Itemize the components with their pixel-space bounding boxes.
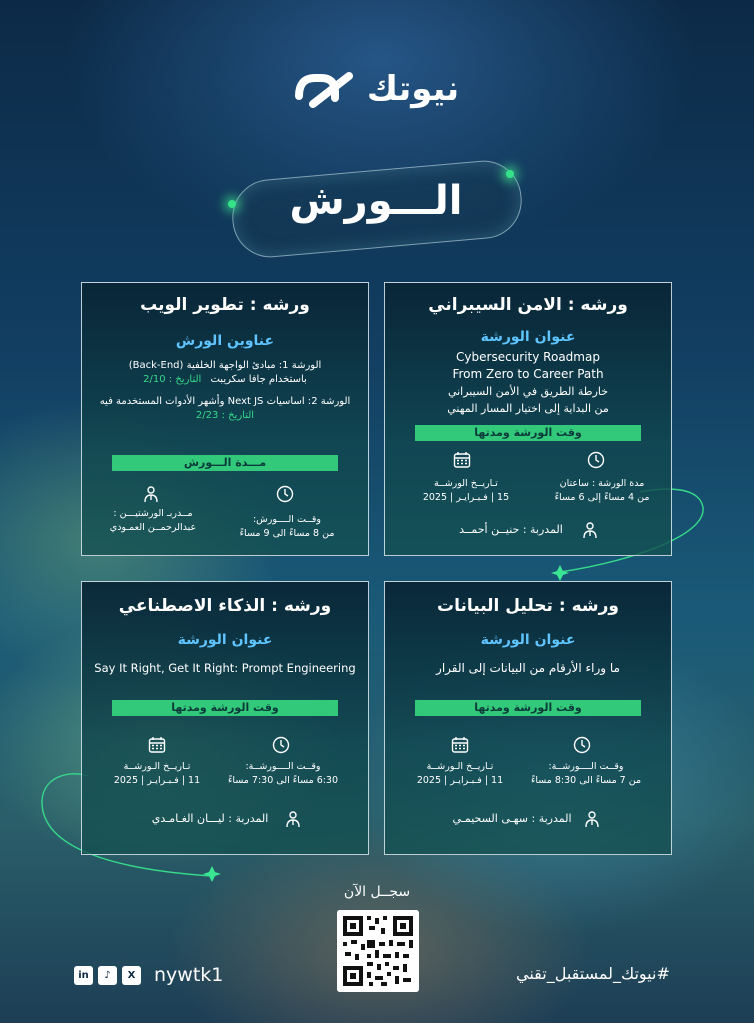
date-value: 15 | فـبـرايـر | 2025	[422, 492, 510, 503]
calendar-icon	[148, 736, 166, 754]
time-value: من 8 مساءً الى 9 مساءً	[239, 528, 335, 539]
date-value: 11 | فـبـرايـر | 2025	[416, 775, 504, 786]
workshop-card-data	[384, 581, 672, 855]
workshop-title: ورشه : تطوير الويب	[140, 295, 310, 315]
workshop-topic: ما وراء الأرقام من البيانات إلى القرار	[436, 661, 620, 675]
topic-line: From Zero to Career Path	[452, 367, 604, 381]
workshop-1-title: الورشة 1: مبادئ الواجهة الخلفية (Back-End)	[128, 360, 322, 371]
time-label: وقــت الــــورش:	[252, 514, 321, 525]
workshop-1-detail	[82, 373, 368, 387]
calendar-icon	[453, 451, 471, 469]
workshop-card-ai	[81, 581, 369, 855]
workshop-2-date: التاريخ : 2/23	[195, 410, 255, 421]
workshop-1-date: التاريخ : 2/10	[143, 374, 202, 385]
time-bar: وقت الورشة ومدتها	[112, 700, 338, 716]
date-value: 11 | فـبـرايـر | 2025	[113, 775, 201, 786]
trainers-label: مــدربـ الورشتيـــن :	[113, 508, 193, 519]
time-bar: وقت الورشة ومدتها	[415, 425, 641, 441]
workshop-subtitle: عنوان الورشة	[177, 632, 273, 648]
trainer-icon	[284, 810, 302, 828]
page-title: الـــورش	[289, 178, 463, 224]
time-label: وقــت الــــورشــة:	[548, 761, 624, 772]
calendar-icon	[451, 736, 469, 754]
workshop-subtitle: عنوان الورشة	[480, 632, 576, 648]
brand-logo	[0, 66, 754, 112]
topic-line: من البداية إلى اختيار المسار المهني	[447, 402, 609, 415]
workshop-subtitle: عناوين الورش	[175, 333, 275, 349]
topic-line: Cybersecurity Roadmap	[456, 350, 600, 364]
workshop-card-web	[81, 282, 369, 556]
clock-icon	[573, 736, 591, 754]
duration-label: مدة الورشة : ساعتان	[559, 478, 645, 489]
topic-line: خارطة الطريق في الأمن السيبراني	[447, 385, 609, 398]
trainer-icon	[581, 521, 599, 539]
tiktok-icon[interactable]: ♪	[98, 966, 117, 985]
trainer-name: المدربة : حنيــن أحمــد	[459, 523, 563, 536]
time-bar: وقت الورشة ومدتها	[415, 700, 641, 716]
linkedin-icon[interactable]: in	[74, 966, 93, 985]
trainer-name: المدربة : ليـــان الغـامـدي	[151, 812, 269, 825]
workshop-title: ورشه : الذكاء الاصطناعي	[118, 596, 332, 616]
workshop-2-title: الورشة 2: اساسيات Next JS وأشهر الأدوات المستخدمة فيه	[99, 396, 351, 407]
social-handle[interactable]: nywtk1	[154, 964, 224, 986]
trainers-value: عبدالرحمــن العمـودي	[109, 522, 197, 533]
workshop-title: ورشه : الامن السيبراني	[428, 295, 628, 315]
clock-icon	[272, 736, 290, 754]
duration-bar: مـــدة الـــورش	[112, 455, 338, 471]
date-label: تـاريــخ الـورشــة	[426, 761, 494, 772]
workshop-card-cybersecurity	[384, 282, 672, 556]
clock-icon	[587, 451, 605, 469]
time-label: وقــت الــــورشــة:	[245, 761, 321, 772]
workshop-topic: Say It Right, Get It Right: Prompt Engineering	[94, 661, 356, 675]
glow-dot	[506, 170, 514, 178]
x-icon[interactable]: X	[122, 966, 141, 985]
clock-icon	[276, 485, 294, 503]
workshop-subtitle: عنوان الورشة	[480, 329, 576, 345]
duration-value: من 4 مساءً إلى 6 مساءً	[554, 492, 650, 503]
brand-name: نيوتك	[366, 69, 460, 109]
hashtag: #نيوتك_لمستقبل_تقني	[516, 964, 670, 983]
date-label: تـاريــخ الورشــة	[434, 478, 498, 489]
trainer-icon	[583, 810, 601, 828]
time-value: 6:30 مساءً الى 7:30 مساءً	[227, 775, 339, 786]
brand-mark-icon	[295, 66, 353, 112]
qr-code[interactable]	[337, 910, 419, 992]
date-label: تـاريــخ الـورشــة	[123, 761, 191, 772]
register-label: سجــل الآن	[343, 884, 411, 900]
workshop-1-tech: باستخدام جافا سكريبت	[210, 374, 307, 385]
time-value: من 7 مساءً الى 8:30 مساءً	[530, 775, 642, 786]
trainer-icon	[142, 485, 160, 503]
workshop-title: ورشه : تحليل البيانات	[437, 596, 619, 616]
trainer-name: المدربة : سهـى السحيمـي	[452, 812, 572, 825]
